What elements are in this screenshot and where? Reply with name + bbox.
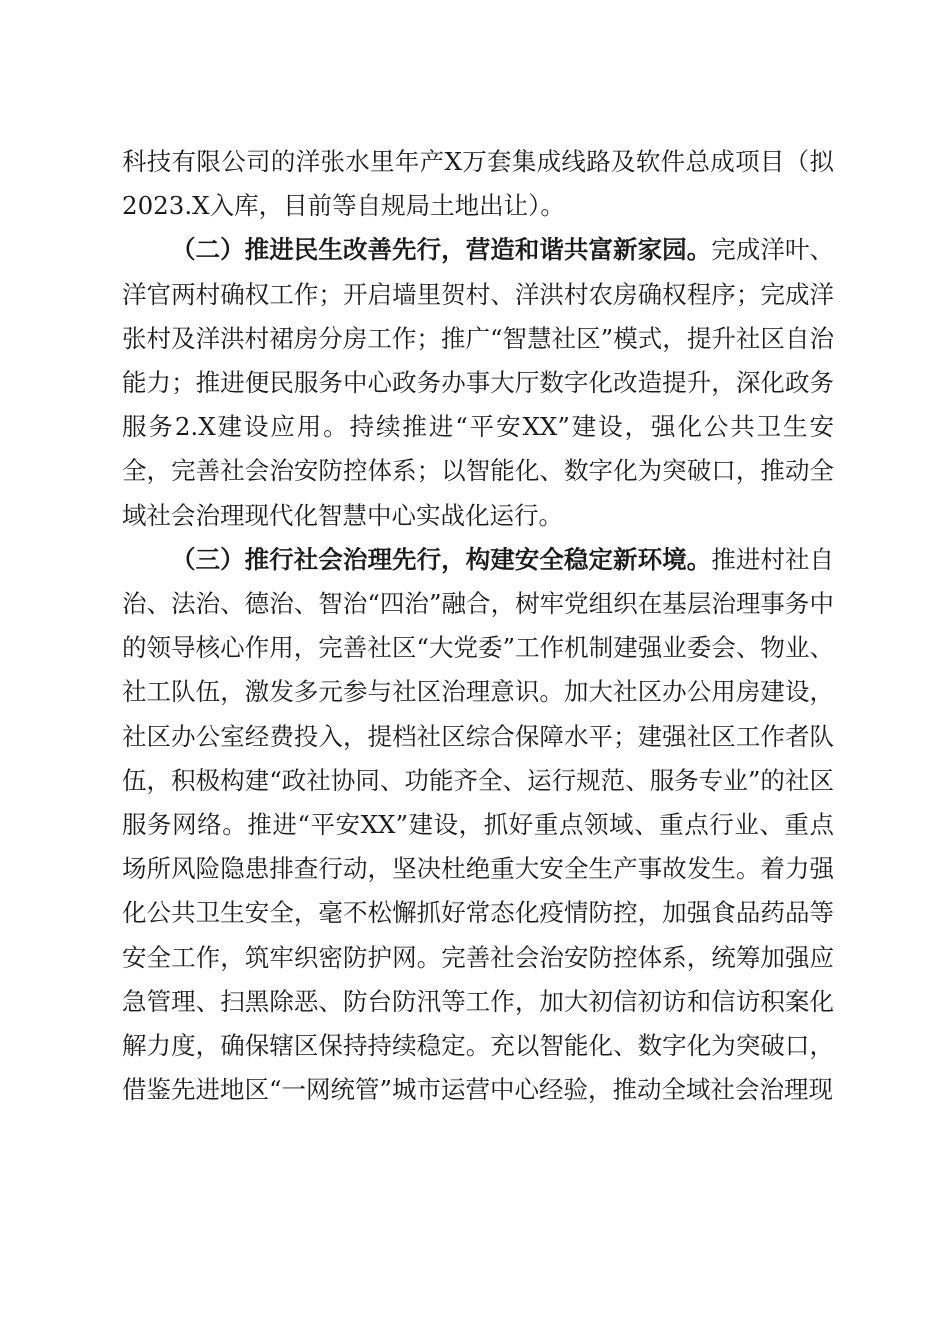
section-heading: （二）推进民生改善先行，营造和谐共富新家园。	[171, 235, 712, 265]
paragraph-body: 科技有限公司的洋张水里年产X万套集成线路及软件总成项目（拟2023.X入库，目前等自规局土地出让）。	[122, 147, 834, 221]
section-heading: （三）推行社会治理先行，构建安全稳定新环境。	[171, 544, 712, 574]
document-body	[122, 140, 834, 1112]
paragraph-body: 推进村社自治、法治、德治、智治“四治”融合，树牢党组织在基层治理事务中的领导核心作用，完善社区“大党委”工作机制建强业委会、物业、社工队伍，激发多元参与社区治理意识。加大社区办公用房建设，社区办公室经费投入，提档社区综合保障水平；建强社区工作者队伍，积极构建“政社协同、功能齐全、运行规范、服务专业”的社区服务网络。推进“平安XX”建设，抓好重点领域、重点行业、重点场所风险隐患排查行动，坚决杜绝重大安全生产事故发生。着力强化公共卫生安全，毫不松懈抓好常态化疫情防控，加强食品药品等安全工作，筑牢织密防护网。完善社会治安防控体系，统筹加强应急管理、扫黑除恶、防台防汛等工作，加大初信初访和信访积案化解力度，确保辖区保持持续稳定。充以智能化、数字化为突破口，借鉴先进地区“一网统管”城市运营中心经验，推动全域社会治理现	[122, 544, 835, 1105]
paragraph-section-2	[122, 228, 834, 537]
paragraph-continued	[122, 140, 834, 228]
paragraph-body: 完成洋叶、洋官两村确权工作；开启墙里贺村、洋洪村农房确权程序；完成洋张村及洋洪村裙房分房工作；推广“智慧社区”模式，提升社区自治能力；推进便民服务中心政务办事大厅数字化改造提升，深化政务服务2.X建设应用。持续推进“平安XX”建设，强化公共卫生安全，完善社会治安防控体系；以智能化、数字化为突破口，推动全域社会治理现代化智慧中心实战化运行。	[122, 235, 835, 530]
paragraph-section-3	[122, 538, 834, 1113]
